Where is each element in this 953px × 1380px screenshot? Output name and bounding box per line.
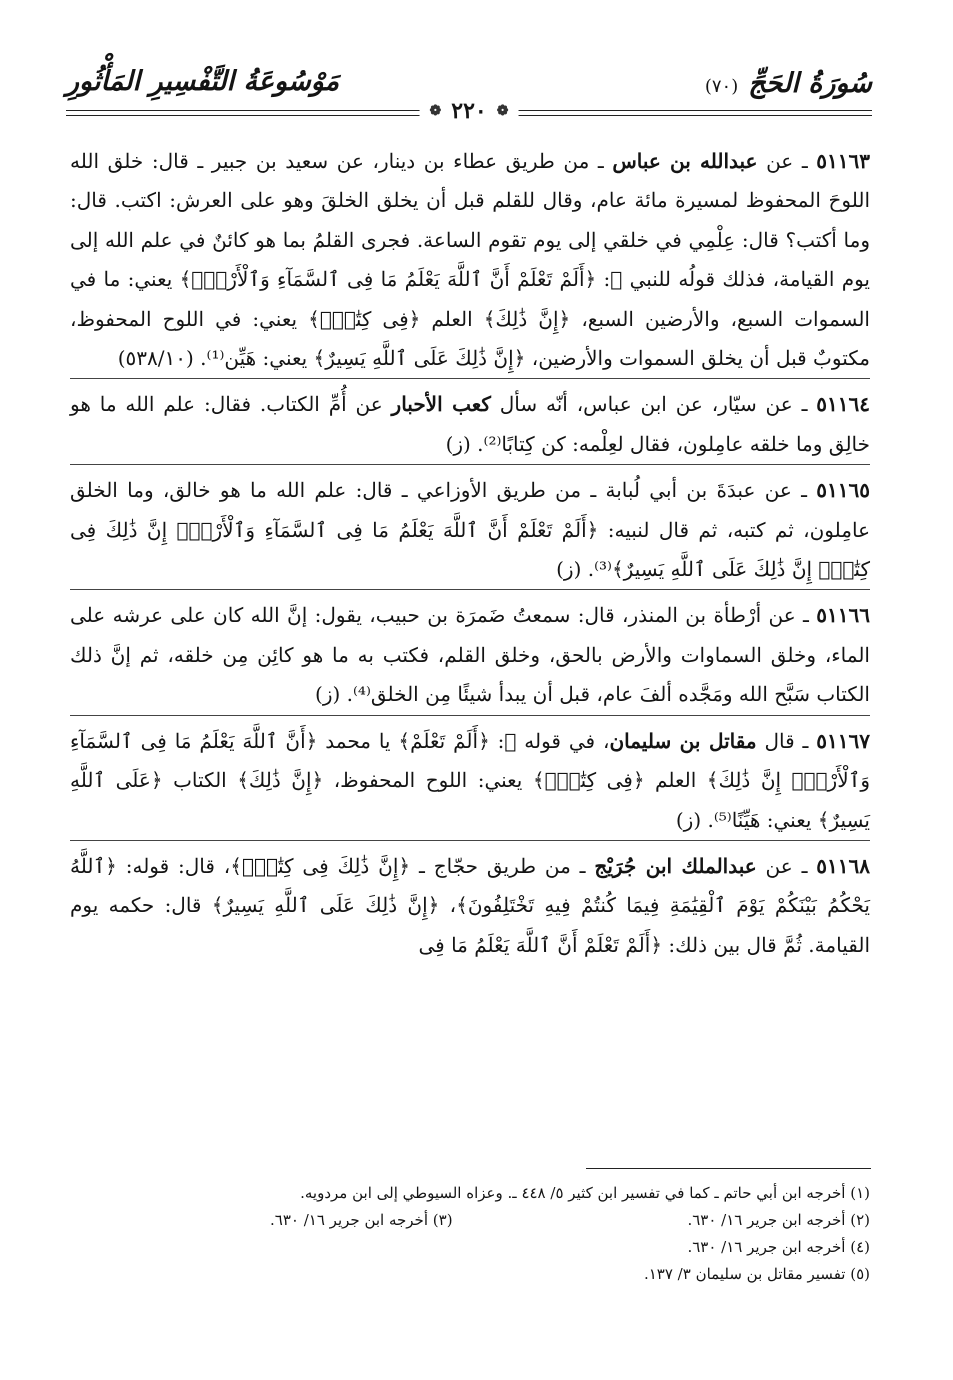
header-surah [705,68,872,99]
narrator-name: كعب الأحبار [391,392,491,417]
entry-text: ـ عن [756,853,817,878]
athar-entry [70,840,870,965]
book-title: مَوْسُوعَةُ التَّفْسِيرِ المَأْثُورِ [66,66,340,97]
entry-number: ٥١١٦٨ [816,853,870,878]
entry-text: عن أُمِّ الكتاب. فقال: علم الله ما هو خالِق وما خلقه عامِلون، فقال لعِلْمه: كن كِتابًا⁽²⁾. (ز) [70,392,870,456]
narrator-name: عبدالملك ابن جُرَيْج [594,853,757,878]
footnote-4: (٤) أخرجه ابن جرير ١٦/ ٦٣٠. [687,1238,870,1256]
entry-number: ٥١١٦٦ [816,603,870,628]
athar-entry [70,142,870,378]
footnote-divider [586,1168,871,1169]
page-number-box [420,98,519,124]
athar-entry [70,715,870,840]
footnote-2: (٢) أخرجه ابن جرير ١٦/ ٦٣٠. [687,1211,870,1229]
ornament-icon: ❁ [496,103,509,119]
main-text [70,142,870,965]
page-header [66,64,872,126]
footnote-1: (١) أخرجه ابن أبي حاتم ـ كما في تفسير ابن كثير ٥/ ٤٤٨ ـ. وعزاه السيوطي إلى ابن مردويه. [300,1184,870,1202]
entry-number: ٥١١٦٤ [816,392,871,417]
entry-text: ـ من طريق عطاء بن دينار، عن سعيد بن جبير ـ قال: خلق الله اللوحَ المحفوظ لمسيرة مائة عام، وقال للقلم قبل أن يخلق الخلقَ وهو على العرش: اكتب. قال: وما أكتب؟ قال: عِلْمِي في خلقي إلى يوم تقوم الساعة. فجرى القلمُ بما هو كائنٌ في علم الله إلى يوم القيامة، فذلك قولُه للنبي ﷺ: ﴿أَلَمْ تَعْلَمْ أَنَّ ٱللَّهَ يَعْلَمُ مَا فِى ٱلسَّمَآءِ وَٱلْأَرْضِۗ﴾ يعني: ما في السموات السبع، والأرضين السبع، ﴿إِنَّ ذَٰلِكَ﴾ العلم ﴿فِى كِتَٰبٍۚ﴾ يعني: في اللوح المحفوظ، مكتوبٌ قبل أن يخلق السموات والأرضين، ﴿إِنَّ ذَٰلِكَ عَلَى ٱللَّهِ يَسِيرٌ﴾ يعني: هَيِّن⁽¹⁾. (٥٣٨/١٠) [70,149,870,371]
surah-title: سُورَةُ الحَجِّ [748,68,872,99]
entry-text: ـ من طريق حجّاج ـ ﴿إِنَّ ذَٰلِكَ فِى كِتَٰبٍۚ﴾، قال: قوله: ﴿ٱللَّهُ يَحْكُمُ بَيْنَكُمْ يَوْمَ ٱلْقِيَٰمَةِ فِيمَا كُنتُمْ فِيهِ تَخْتَلِفُونَ﴾، ﴿إِنَّ ذَٰلِكَ عَلَى ٱللَّهِ يَسِيرٌ﴾ قال: حكمه يوم القيامة. ثُمَّ قال بين ذلك: ﴿أَلَمْ تَعْلَمْ أَنَّ ٱللَّهَ يَعْلَمُ مَا فِى [70,853,870,957]
entry-text: ـ عن [757,149,817,173]
footnotes [70,1180,870,1288]
footnote-3: (٣) أخرجه ابن جرير ١٦/ ٦٣٠. [270,1211,453,1229]
athar-entry [70,464,870,589]
juz-number: (٧٠) [704,76,739,97]
ornament-icon: ❁ [429,103,442,119]
page-number: ٢٢٠ [451,98,487,124]
footnote-5: (٥) تفسير مقاتل بن سليمان ٣/ ١٣٧. [643,1265,870,1283]
athar-entry [70,589,870,714]
footnote-row-2-3 [70,1207,870,1234]
entry-text: ـ قال [756,728,817,753]
athar-entry [70,378,870,464]
entry-text: ، في قوله ﷻ: ﴿أَلَمْ تَعْلَمْ﴾ يا محمد ﴿أَنَّ ٱللَّهَ يَعْلَمُ مَا فِى ٱلسَّمَآءِ وَٱلْأَرْضِۗ إِنَّ ذَٰلِكَ﴾ العلم ﴿فِى كِتَٰبٍۚ﴾ يعني: اللوح المحفوظ، ﴿إِنَّ ذَٰلِكَ﴾ الكتاب ﴿عَلَى ٱللَّهِ يَسِيرٌ﴾ يعني: هَيِّنًا⁽⁵⁾. (ز) [70,728,870,832]
entry-number: ٥١١٦٥ [816,478,870,503]
entry-text: ـ عن سيّار، عن ابن عباس، أنّه سأل [490,392,817,417]
entry-number: ٥١١٦٧ [816,728,870,753]
narrator-name: عبدالله بن عباس [612,149,758,173]
narrator-name: مقاتل بن سليمان [609,728,757,753]
entry-number: ٥١١٦٣ [816,149,870,173]
entry-text: ـ عن أرْطأة بن المنذر، قال: سمعتُ ضَمرَة بن حبيب، يقول: إنَّ الله كان على عرشه على الماء، وخلق السماوات والأرض بالحق، وخلق القلم، فكتب به ما هو كائِن مِن خلقه، ثم إنَّ ذلك الكتاب سَبَّح الله ومَجَّده ألفَ عام، قبل أن يبدأ شيئًا مِن الخلق⁽⁴⁾. (ز) [70,603,870,707]
entry-text: ـ عن عبدَةَ بن أبي لُبابة ـ من طريق الأوزاعي ـ قال: علم الله ما هو خالق، وما الخلق عامِلون، ثم كتبه، ثم قال لنبيه: ﴿أَلَمْ تَعْلَمْ أَنَّ ٱللَّهَ يَعْلَمُ مَا فِى ٱلسَّمَآءِ وَٱلْأَرْضِۗ إِنَّ ذَٰلِكَ فِى كِتَٰبٍۚ إِنَّ ذَٰلِكَ عَلَى ٱللَّهِ يَسِيرٌ﴾⁽³⁾. (ز) [70,478,870,582]
